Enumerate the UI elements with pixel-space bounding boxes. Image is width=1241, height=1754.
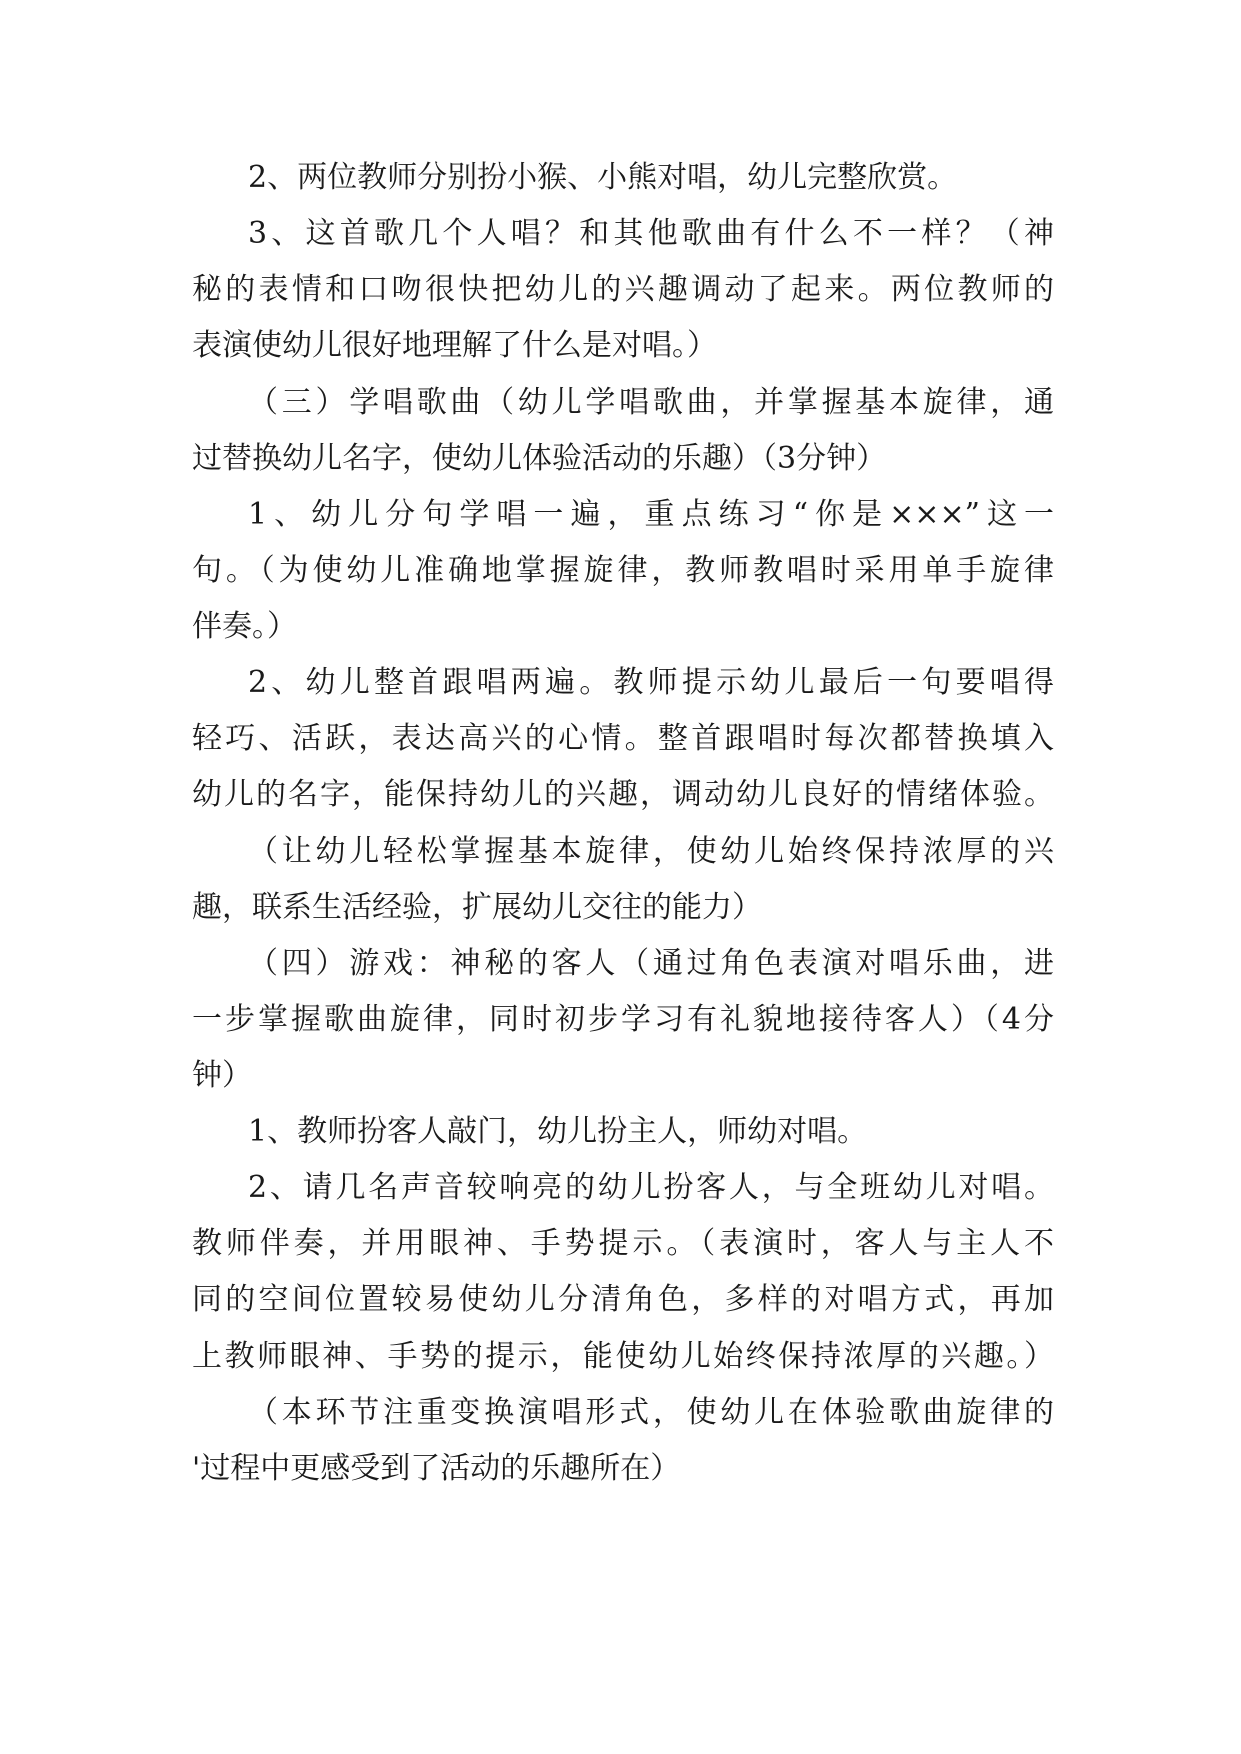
text-line: （三）学唱歌曲（幼儿学唱歌曲，并掌握基本旋律，通 [248,385,1054,420]
text-line: （四）游戏：神秘的客人（通过角色表演对唱乐曲，进 [248,946,1054,981]
text-line: 钟） [192,1058,252,1093]
text-line: 句。（为使幼儿准确地掌握旋律，教师教唱时采用单手旋律 [192,553,1054,588]
text-line: 2、幼儿整首跟唱两遍。教师提示幼儿最后一句要唱得 [248,665,1054,700]
text-line: '过程中更感受到了活动的乐趣所在） [192,1451,681,1486]
text-line: 趣，联系生活经验，扩展幼儿交往的能力） [192,890,762,925]
text-line: 一步掌握歌曲旋律，同时初步学习有礼貌地接待客人）（4分 [192,1002,1054,1037]
text-line: 教师伴奏，并用眼神、手势提示。（表演时，客人与主人不 [192,1226,1054,1261]
text-line: 1、教师扮客人敲门，幼儿扮主人，师幼对唱。 [248,1114,868,1149]
text-line: （让幼儿轻松掌握基本旋律，使幼儿始终保持浓厚的兴 [248,834,1054,869]
text-line: 过替换幼儿名字，使幼儿体验活动的乐趣）（3分钟） [192,441,887,476]
text-line: 轻巧、活跃，表达高兴的心情。整首跟唱时每次都替换填入 [192,721,1054,756]
text-line: 3、这首歌几个人唱？和其他歌曲有什么不一样？（神 [248,216,1054,251]
text-line: 上教师眼神、手势的提示，能使幼儿始终保持浓厚的兴趣。） [192,1339,1054,1374]
text-line: 伴奏。） [192,609,297,644]
text-line: 表演使幼儿很好地理解了什么是对唱。） [192,328,717,363]
text-line: 同的空间位置较易使幼儿分清角色，多样的对唱方式，再加 [192,1282,1054,1317]
text-line: 1、幼儿分句学唱一遍，重点练习“你是×××”这一 [248,497,1054,532]
text-line: （本环节注重变换演唱形式，使幼儿在体验歌曲旋律的 [248,1395,1054,1430]
text-line: 2、两位教师分别扮小猴、小熊对唱，幼儿完整欣赏。 [248,160,958,195]
text-line: 幼儿的名字，能保持幼儿的兴趣，调动幼儿良好的情绪体验。 [192,777,1054,812]
text-line: 2、请几名声音较响亮的幼儿扮客人，与全班幼儿对唱。 [248,1170,1054,1205]
text-line: 秘的表情和口吻很快把幼儿的兴趣调动了起来。两位教师的 [192,272,1054,307]
